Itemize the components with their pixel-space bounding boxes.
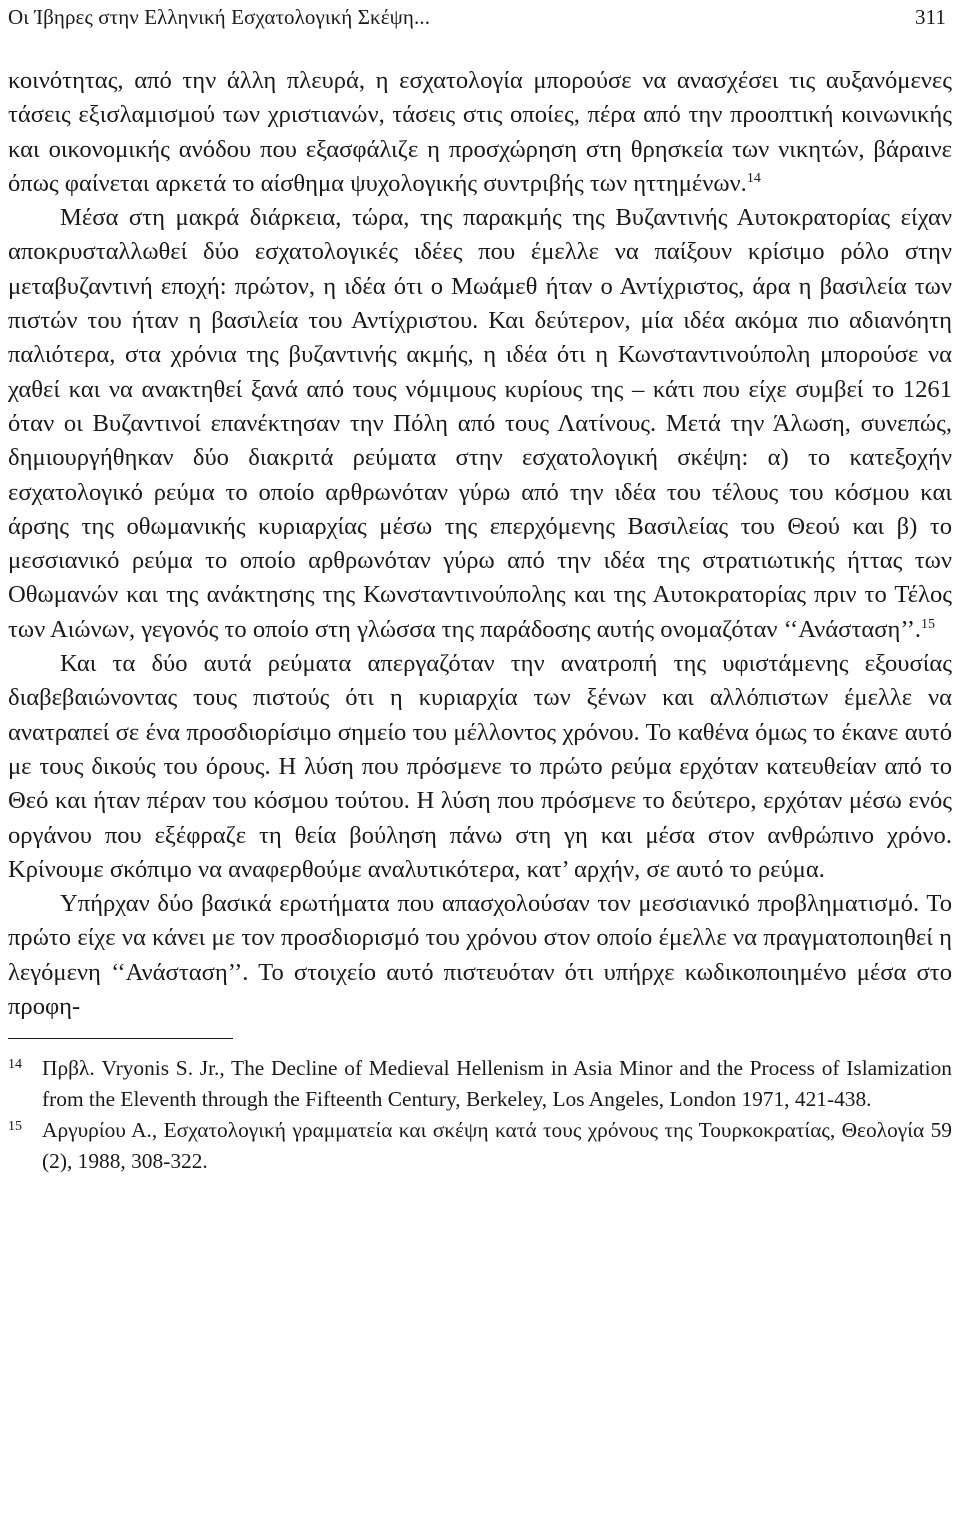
footnote-ref-14[interactable]: 14 [746, 170, 761, 186]
footnote-15 [8, 1115, 952, 1177]
footnote-text: Αργυρίου Α., Εσχατολογική γραμματεία και σκέψη κατά τους χρόνους της Τουρκοκρατίας, Θεολογία 59 (2), 1988, 308-322. [42, 1118, 952, 1174]
paragraph-2 [8, 201, 952, 647]
page-number: 311 [914, 5, 946, 29]
footnote-number: 14 [8, 1057, 22, 1073]
paragraph-1-text: κοινότητας, από την άλλη πλευρά, η εσχατολογία μπορούσε να ανασχέσει τις αυξανόμενες τάσεις εξισλαμισμού των χριστιανών, τάσεις στις οποίες, πέρα από την προοπτική κοινωνικής και οικονομικής ανόδου που εξασφάλιζε η προσχώρηση στη θρησκεία των νικητών, βάραινε όπως φαίνεται αρκετά το αίσθημα ψυχολογικής συντριβής των ηττημένων. [8, 67, 952, 197]
document-page [8, 0, 952, 1177]
main-text [8, 64, 952, 1024]
paragraph-4: Υπήρχαν δύο βασικά ερωτήματα που απασχολούσαν τον μεσσιανικό προβληματισμό. Το πρώτο είχε να κάνει με τον προσδιορισμό του χρόνου στον οποίο έμελλε να πραγματοποιηθεί η λεγόμενη ‘‘Ανάσταση’’. Το στοιχείο αυτό πιστευόταν ότι υπήρχε κωδικοποιημένο μέσα στο προφη- [8, 890, 952, 1021]
paragraph-3: Και τα δύο αυτά ρεύματα απεργαζόταν την ανατροπή της υφιστάμενης εξουσίας διαβεβαιώνοντας τους πιστούς ότι η κυριαρχία των ξένων και αλλόπιστων έμελλε να ανατραπεί σε ένα προσδιορίσιμο σημείο του μέλλοντος χρόνου. Το καθένα όμως το έκανε αυτό με τους δικούς του όρους. Η λύση που πρόσμενε το πρώτο ρεύμα ερχόταν κατευθείαν από το Θεό και ήταν πέραν του κόσμου τούτου. Η λύση που πρόσμενε το δεύτερο, ερχόταν μέσω ενός οργάνου που εξέφραζε τη θεία βούληση πάνω στη γη και μέσα στον ανθρώπινο χρόνο. Κρίνουμε σκόπιμο να αναφερθούμε αναλυτικότερα, κατ’ αρχήν, σε αυτό το ρεύμα. [8, 650, 952, 883]
footnote-separator [8, 1038, 233, 1039]
footnotes [8, 1053, 952, 1177]
running-header [8, 0, 952, 48]
running-title: Οι Ίβηρες στην Ελληνική Εσχατολογική Σκέψη... [8, 5, 431, 29]
paragraph-2-text: Μέσα στη μακρά διάρκεια, τώρα, της παρακμής της Βυζαντινής Αυτοκρατορίας είχαν αποκρυσταλλωθεί δύο εσχατολογικές ιδέες που έμελλε να παίξουν κρίσιμο ρόλο στην μεταβυζαντινή εποχή: πρώτον, η ιδέα ότι ο Μωάμεθ ήταν ο Αντίχριστος, άρα η βασιλεία των πιστών του ήταν η βασιλεία του Αντίχριστου. Και δεύτερον, μία ιδέα ακόμα πιο αδιανόητη παλιότερα, στα χρόνια της βυζαντινής ακμής, η ιδέα ότι η Κωνσταντινούπολη μπορούσε να χαθεί και να ανακτηθεί ξανά από τους νόμιμους κυρίους της – κάτι που είχε συμβεί το 1261 όταν οι Βυζαντινοί επανέκτησαν την Πόλη από τους Λατίνους. Μετά την Άλωση, συνεπώς, δημιουργήθηκαν δύο διακριτά ρεύματα στην εσχατολογική σκέψη: α) το κατεξοχήν εσχατολογικό ρεύμα το οποίο αρθρωνόταν γύρω από την ιδέα του τέλους του κόσμου και άρσης της οθωμανικής κυριαρχίας μέσω της επερχόμενης Βασιλείας του Θεού και β) το μεσσιανικό ρεύμα το οποίο αρθρωνόταν γύρω από την ιδέα της στρατιωτικής ήττας των Οθωμανών και της ανάκτησης της Κωνσταντινούπολης και της Αυτοκρατορίας πριν το Τέλος των Αιώνων, γεγονός το οποίο στη γλώσσα της παράδοσης αυτής ονομαζόταν ‘‘Ανάσταση’’. [8, 204, 952, 643]
footnote-number: 15 [8, 1119, 22, 1135]
footnote-ref-15[interactable]: 15 [921, 616, 936, 632]
footnote-14 [8, 1053, 952, 1115]
paragraph-1 [8, 64, 952, 201]
footnote-text: Πρβλ. Vryonis S. Jr., The Decline of Medieval Hellenism in Asia Minor and the Process of Islamization from the Eleventh through the Fifteenth Century, Berkeley, Los Angeles, London 1971, 421-438. [42, 1056, 952, 1112]
